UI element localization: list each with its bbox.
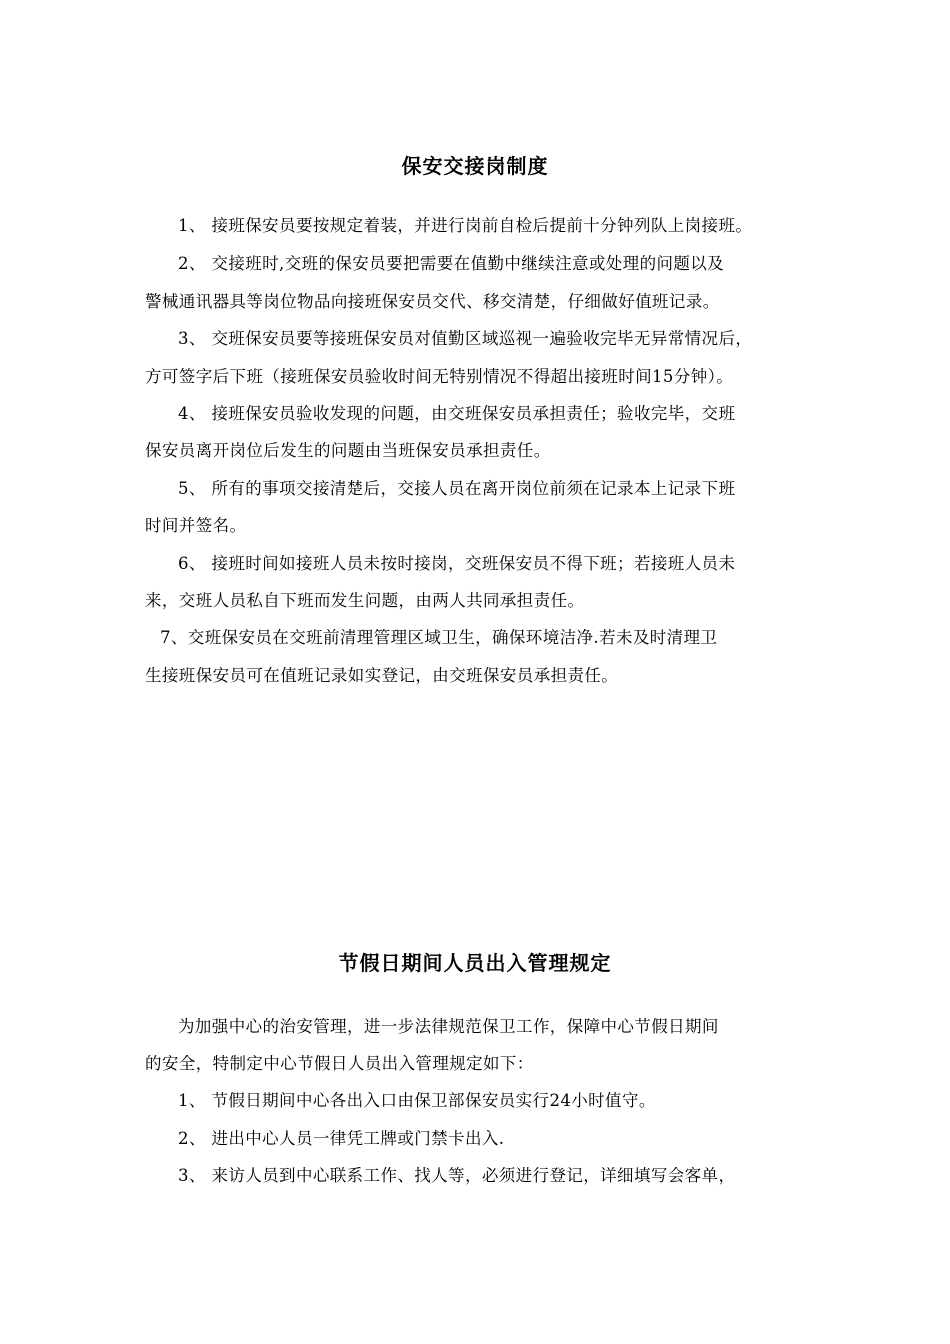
section-title-shift-handover: 保安交接岗制度 xyxy=(401,154,549,178)
paragraph-line: 1、 节假日期间中心各出入口由保卫部保安员实行24小时值守。 xyxy=(178,1091,656,1110)
paragraph-line: 2、 交接班时,交班的保安员要把需要在值勤中继续注意或处理的问题以及 xyxy=(178,254,725,273)
section-title-holiday-access: 节假日期间人员出入管理规定 xyxy=(338,951,612,975)
paragraph-line: 方可签字后下班（接班保安员验收时间无特别情况不得超出接班时间15分钟）。 xyxy=(145,367,734,386)
paragraph-line: 生接班保安员可在值班记录如实登记，由交班保安员承担责任。 xyxy=(145,666,619,685)
paragraph-line: 来，交班人员私自下班而发生问题，由两人共同承担责任。 xyxy=(145,591,585,610)
paragraph-line: 6、 接班时间如接班人员未按时接岗，交班保安员不得下班；若接班人员未 xyxy=(178,554,736,573)
paragraph-line: 3、 来访人员到中心联系工作、找人等，必须进行登记，详细填写会客单， xyxy=(178,1166,736,1185)
paragraph-line: 3、 交班保安员要等接班保安员对值勤区域巡视一遍验收完毕无异常情况后， xyxy=(178,329,753,348)
paragraph-line: 的安全，特制定中心节假日人员出入管理规定如下： xyxy=(145,1054,534,1073)
paragraph-line: 时间并签名。 xyxy=(145,516,247,535)
paragraph-line: 7、交班保安员在交班前清理管理区域卫生，确保环境洁净.若未及时清理卫 xyxy=(160,628,718,647)
paragraph-line: 保安员离开岗位后发生的问题由当班保安员承担责任。 xyxy=(145,441,551,460)
paragraph-line: 1、 接班保安员要按规定着装，并进行岗前自检后提前十分钟列队上岗接班。 xyxy=(178,216,753,235)
paragraph-line: 为加强中心的治安管理，进一步法律规范保卫工作，保障中心节假日期间 xyxy=(178,1017,719,1036)
paragraph-line: 警械通讯器具等岗位物品向接班保安员交代、移交清楚，仔细做好值班记录。 xyxy=(145,292,720,311)
paragraph-line: 5、 所有的事项交接清楚后，交接人员在离开岗位前须在记录本上记录下班 xyxy=(178,479,736,498)
paragraph-line: 4、 接班保安员验收发现的问题，由交班保安员承担责任；验收完毕，交班 xyxy=(178,404,736,423)
paragraph-line: 2、 进出中心人员一律凭工牌或门禁卡出入. xyxy=(178,1129,505,1148)
